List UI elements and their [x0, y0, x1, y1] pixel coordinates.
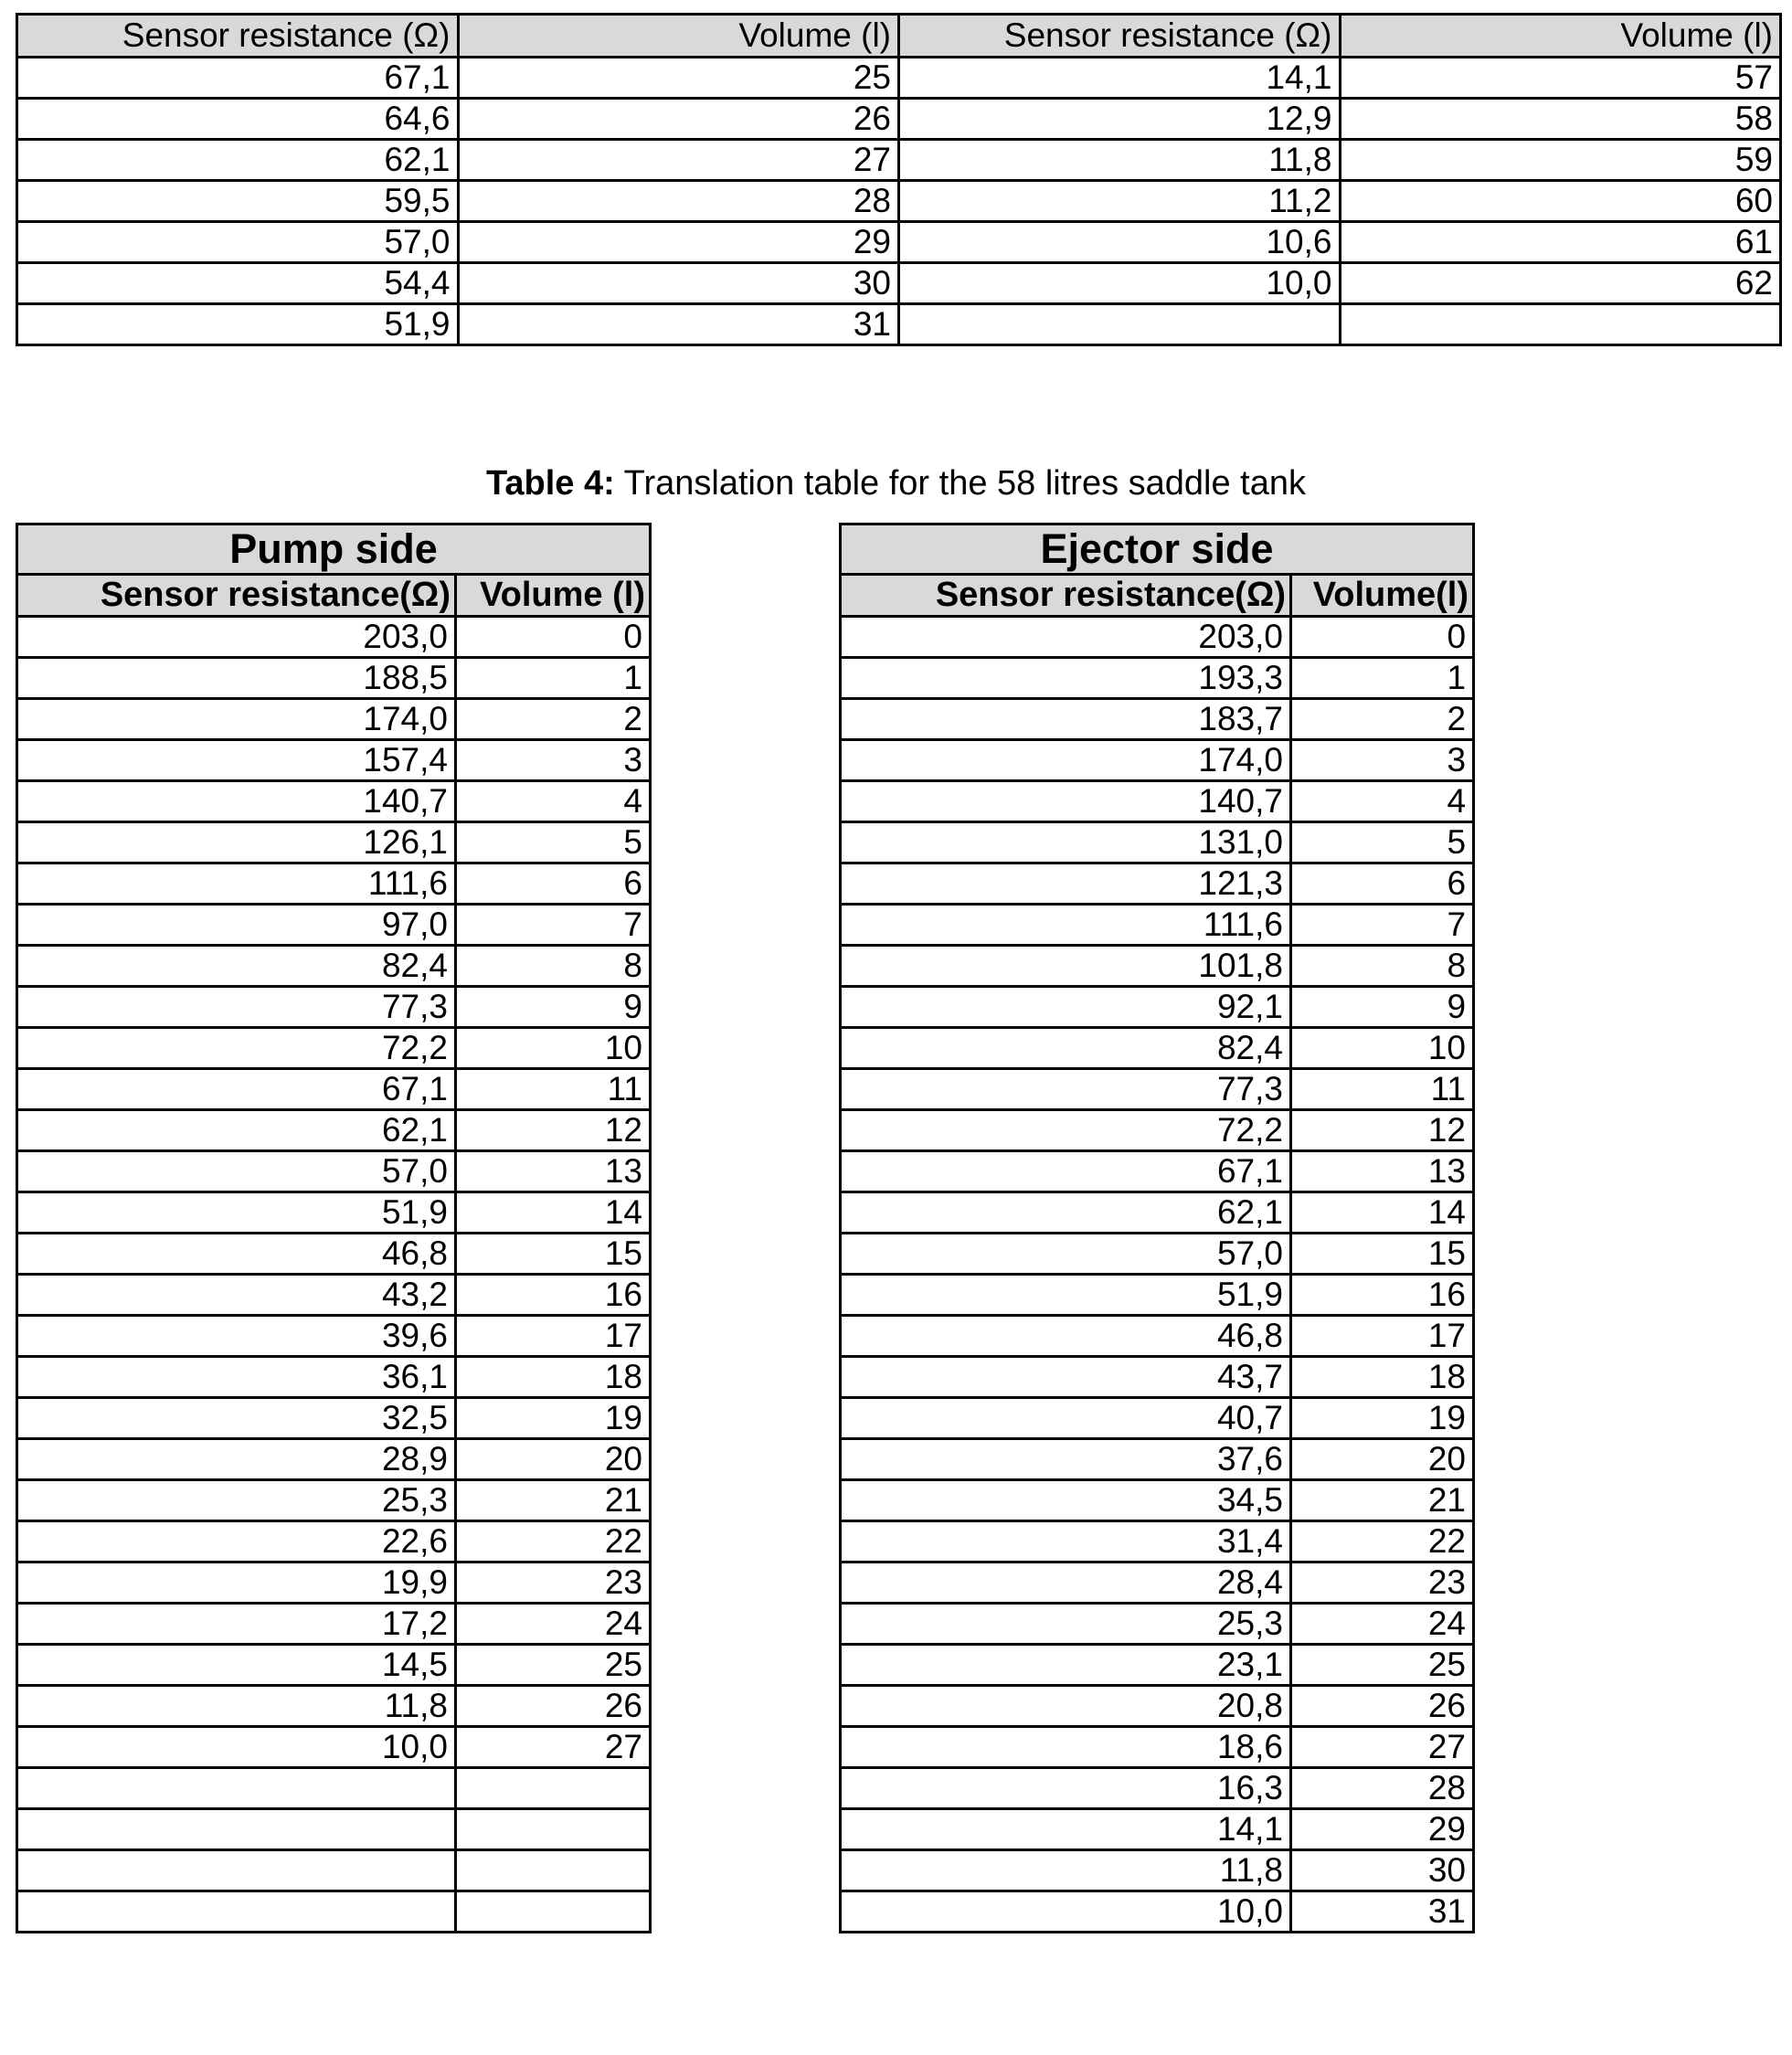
volume-cell: 59	[1340, 140, 1781, 181]
resistance-cell	[17, 1768, 456, 1809]
volume-cell: 30	[458, 263, 899, 304]
table-row	[17, 905, 651, 946]
table-row	[17, 699, 651, 740]
header-sensor-resistance: Sensor resistance (Ω)	[899, 15, 1341, 58]
table-row	[17, 58, 1781, 99]
volume-cell: 22	[1291, 1521, 1474, 1562]
resistance-cell: 111,6	[17, 863, 456, 905]
table-row	[841, 1727, 1474, 1768]
volume-cell: 25	[1291, 1645, 1474, 1686]
resistance-cell: 10,0	[841, 1891, 1291, 1933]
resistance-cell: 36,1	[17, 1357, 456, 1398]
header-volume: Volume(l)	[1291, 575, 1474, 617]
volume-cell: 24	[456, 1604, 651, 1645]
volume-cell: 7	[1291, 905, 1474, 946]
volume-cell: 21	[456, 1480, 651, 1521]
volume-cell: 14	[1291, 1192, 1474, 1234]
table-row	[17, 1562, 651, 1604]
volume-cell: 11	[456, 1069, 651, 1110]
table-row	[17, 1398, 651, 1439]
volume-cell: 31	[458, 304, 899, 345]
resistance-cell: 77,3	[17, 987, 456, 1028]
volume-cell: 21	[1291, 1480, 1474, 1521]
pump-side-title: Pump side	[17, 524, 651, 575]
table-row	[841, 905, 1474, 946]
resistance-cell: 51,9	[17, 1192, 456, 1234]
volume-cell: 17	[456, 1316, 651, 1357]
resistance-cell: 97,0	[17, 905, 456, 946]
volume-cell: 19	[1291, 1398, 1474, 1439]
volume-cell: 23	[1291, 1562, 1474, 1604]
volume-cell: 8	[1291, 946, 1474, 987]
resistance-cell: 40,7	[841, 1398, 1291, 1439]
header-volume: Volume (l)	[1340, 15, 1781, 58]
table-row	[841, 781, 1474, 822]
volume-cell: 28	[1291, 1768, 1474, 1809]
table-row	[17, 304, 1781, 345]
resistance-cell: 16,3	[841, 1768, 1291, 1809]
table-row	[17, 1604, 651, 1645]
resistance-cell	[17, 1891, 456, 1933]
volume-cell: 26	[458, 99, 899, 140]
resistance-cell: 203,0	[841, 617, 1291, 658]
volume-cell: 2	[456, 699, 651, 740]
table-body	[17, 617, 651, 1933]
resistance-cell: 28,9	[17, 1439, 456, 1480]
title-row	[17, 524, 651, 575]
table-row	[17, 946, 651, 987]
ejector-side-table	[839, 523, 1475, 1933]
resistance-cell: 140,7	[17, 781, 456, 822]
table-row	[17, 99, 1781, 140]
volume-cell: 17	[1291, 1316, 1474, 1357]
resistance-cell: 12,9	[899, 99, 1341, 140]
volume-cell: 5	[1291, 822, 1474, 863]
table-row	[841, 1028, 1474, 1069]
volume-cell	[456, 1768, 651, 1809]
table-row	[841, 1439, 1474, 1480]
volume-cell: 1	[456, 658, 651, 699]
header-volume: Volume (l)	[458, 15, 899, 58]
resistance-cell: 23,1	[841, 1645, 1291, 1686]
volume-cell: 5	[456, 822, 651, 863]
table-row	[841, 1480, 1474, 1521]
volume-cell: 20	[456, 1439, 651, 1480]
header-row	[841, 575, 1474, 617]
volume-cell: 58	[1340, 99, 1781, 140]
table-row	[841, 1768, 1474, 1809]
table-row	[17, 1727, 651, 1768]
volume-cell: 23	[456, 1562, 651, 1604]
table-row	[17, 181, 1781, 222]
table-row	[17, 1768, 651, 1809]
volume-cell: 27	[456, 1727, 651, 1768]
resistance-cell: 72,2	[841, 1110, 1291, 1151]
table-row	[841, 1069, 1474, 1110]
resistance-cell: 19,9	[17, 1562, 456, 1604]
resistance-cell: 37,6	[841, 1439, 1291, 1480]
volume-cell: 57	[1340, 58, 1781, 99]
table-row	[17, 863, 651, 905]
volume-cell: 15	[456, 1234, 651, 1275]
resistance-cell: 62,1	[17, 1110, 456, 1151]
table-row	[17, 1151, 651, 1192]
resistance-cell: 43,2	[17, 1275, 456, 1316]
volume-cell: 29	[1291, 1809, 1474, 1850]
resistance-cell: 82,4	[17, 946, 456, 987]
resistance-cell: 67,1	[17, 1069, 456, 1110]
resistance-cell: 131,0	[841, 822, 1291, 863]
resistance-cell: 10,0	[899, 263, 1341, 304]
header-sensor-resistance: Sensor resistance(Ω)	[17, 575, 456, 617]
volume-cell: 19	[456, 1398, 651, 1439]
volume-cell	[456, 1850, 651, 1891]
volume-cell: 60	[1340, 181, 1781, 222]
resistance-cell: 57,0	[841, 1234, 1291, 1275]
resistance-cell: 183,7	[841, 699, 1291, 740]
resistance-cell	[17, 1850, 456, 1891]
table-row	[17, 1069, 651, 1110]
resistance-cell: 57,0	[17, 222, 459, 263]
table-row	[17, 1439, 651, 1480]
volume-cell: 14	[456, 1192, 651, 1234]
table-row	[841, 1562, 1474, 1604]
resistance-cell: 67,1	[17, 58, 459, 99]
table-row	[841, 1234, 1474, 1275]
table-row	[17, 781, 651, 822]
table-row	[17, 1809, 651, 1850]
volume-cell: 10	[1291, 1028, 1474, 1069]
volume-cell: 9	[456, 987, 651, 1028]
volume-cell: 13	[456, 1151, 651, 1192]
resistance-cell: 22,6	[17, 1521, 456, 1562]
table-row	[17, 658, 651, 699]
caption-label: Table 4:	[486, 464, 615, 503]
resistance-cell: 20,8	[841, 1686, 1291, 1727]
resistance-cell: 57,0	[17, 1151, 456, 1192]
volume-cell: 29	[458, 222, 899, 263]
header-sensor-resistance: Sensor resistance(Ω)	[841, 575, 1291, 617]
volume-cell: 26	[1291, 1686, 1474, 1727]
table-row	[841, 1850, 1474, 1891]
resistance-cell: 140,7	[841, 781, 1291, 822]
table-body	[841, 617, 1474, 1933]
resistance-cell: 28,4	[841, 1562, 1291, 1604]
volume-cell: 6	[1291, 863, 1474, 905]
resistance-cell: 11,8	[899, 140, 1341, 181]
resistance-cell: 203,0	[17, 617, 456, 658]
volume-cell	[456, 1891, 651, 1933]
volume-cell: 1	[1291, 658, 1474, 699]
resistance-cell: 43,7	[841, 1357, 1291, 1398]
resistance-cell: 46,8	[841, 1316, 1291, 1357]
volume-cell: 24	[1291, 1604, 1474, 1645]
table-row	[841, 699, 1474, 740]
volume-cell: 26	[456, 1686, 651, 1727]
table-row	[17, 1110, 651, 1151]
resistance-cell: 10,0	[17, 1727, 456, 1768]
volume-cell: 20	[1291, 1439, 1474, 1480]
table-row	[17, 1480, 651, 1521]
resistance-cell: 67,1	[841, 1151, 1291, 1192]
resistance-cell: 62,1	[17, 140, 459, 181]
ejector-side-title: Ejector side	[841, 524, 1474, 575]
resistance-cell: 82,4	[841, 1028, 1291, 1069]
volume-cell: 28	[458, 181, 899, 222]
volume-cell: 3	[456, 740, 651, 781]
table-row	[841, 822, 1474, 863]
volume-cell: 16	[456, 1275, 651, 1316]
table-row	[841, 946, 1474, 987]
resistance-cell: 59,5	[17, 181, 459, 222]
table-row	[841, 987, 1474, 1028]
table-row	[841, 1891, 1474, 1933]
title-row	[841, 524, 1474, 575]
resistance-cell: 25,3	[841, 1604, 1291, 1645]
volume-cell: 9	[1291, 987, 1474, 1028]
volume-cell: 0	[1291, 617, 1474, 658]
volume-cell: 18	[456, 1357, 651, 1398]
volume-cell: 6	[456, 863, 651, 905]
table-row	[841, 1151, 1474, 1192]
table-row	[841, 1357, 1474, 1398]
resistance-cell: 32,5	[17, 1398, 456, 1439]
table-row	[17, 822, 651, 863]
table-row	[17, 263, 1781, 304]
table-row	[841, 658, 1474, 699]
volume-cell	[1340, 304, 1781, 345]
resistance-cell: 51,9	[841, 1275, 1291, 1316]
resistance-cell: 11,2	[899, 181, 1341, 222]
table-row	[841, 1275, 1474, 1316]
volume-cell: 0	[456, 617, 651, 658]
volume-cell: 25	[458, 58, 899, 99]
table-row	[17, 1850, 651, 1891]
resistance-cell: 62,1	[841, 1192, 1291, 1234]
resistance-cell: 10,6	[899, 222, 1341, 263]
resistance-cell: 174,0	[841, 740, 1291, 781]
table-row	[17, 140, 1781, 181]
volume-cell: 30	[1291, 1850, 1474, 1891]
volume-cell: 13	[1291, 1151, 1474, 1192]
caption-text: Translation table for the 58 litres saddle tank	[614, 464, 1306, 503]
table-row	[841, 1398, 1474, 1439]
volume-cell: 4	[1291, 781, 1474, 822]
table-row	[17, 987, 651, 1028]
resistance-cell: 101,8	[841, 946, 1291, 987]
resistance-cell: 64,6	[17, 99, 459, 140]
table-row	[841, 1521, 1474, 1562]
table-row	[841, 1686, 1474, 1727]
volume-cell: 11	[1291, 1069, 1474, 1110]
volume-cell: 61	[1340, 222, 1781, 263]
resistance-cell: 39,6	[17, 1316, 456, 1357]
table-row	[17, 222, 1781, 263]
volume-cell: 7	[456, 905, 651, 946]
resistance-cell: 31,4	[841, 1521, 1291, 1562]
resistance-cell: 77,3	[841, 1069, 1291, 1110]
table-row	[17, 1192, 651, 1234]
table-row	[841, 1604, 1474, 1645]
resistance-cell: 18,6	[841, 1727, 1291, 1768]
volume-cell: 8	[456, 946, 651, 987]
volume-cell: 27	[1291, 1727, 1474, 1768]
volume-cell: 15	[1291, 1234, 1474, 1275]
volume-cell: 12	[1291, 1110, 1474, 1151]
table-caption	[0, 461, 1792, 505]
resistance-cell: 188,5	[17, 658, 456, 699]
table-row	[841, 1316, 1474, 1357]
volume-cell: 4	[456, 781, 651, 822]
volume-cell: 62	[1340, 263, 1781, 304]
resistance-cell: 14,1	[841, 1809, 1291, 1850]
resistance-cell: 25,3	[17, 1480, 456, 1521]
resistance-cell: 92,1	[841, 987, 1291, 1028]
resistance-cell: 121,3	[841, 863, 1291, 905]
header-volume: Volume (l)	[456, 575, 651, 617]
table-row	[17, 1028, 651, 1069]
table-row	[17, 1686, 651, 1727]
volume-cell: 27	[458, 140, 899, 181]
table-row	[841, 1645, 1474, 1686]
resistance-cell: 51,9	[17, 304, 459, 345]
resistance-cell: 111,6	[841, 905, 1291, 946]
volume-cell	[456, 1809, 651, 1850]
resistance-cell: 11,8	[841, 1850, 1291, 1891]
resistance-cell: 193,3	[841, 658, 1291, 699]
resistance-cell: 72,2	[17, 1028, 456, 1069]
table-row	[841, 1192, 1474, 1234]
table-row	[17, 617, 651, 658]
resistance-cell: 46,8	[17, 1234, 456, 1275]
volume-cell: 12	[456, 1110, 651, 1151]
table-row	[17, 1275, 651, 1316]
table-row	[841, 740, 1474, 781]
resistance-cell: 14,1	[899, 58, 1341, 99]
volume-cell: 10	[456, 1028, 651, 1069]
table-body	[17, 58, 1781, 345]
volume-cell: 3	[1291, 740, 1474, 781]
header-sensor-resistance: Sensor resistance (Ω)	[17, 15, 459, 58]
resistance-cell	[899, 304, 1341, 345]
resistance-cell: 174,0	[17, 699, 456, 740]
volume-cell: 25	[456, 1645, 651, 1686]
resistance-cell: 34,5	[841, 1480, 1291, 1521]
table-row	[17, 1234, 651, 1275]
table-row	[17, 740, 651, 781]
resistance-cell	[17, 1809, 456, 1850]
resistance-cell: 11,8	[17, 1686, 456, 1727]
table-row	[17, 1521, 651, 1562]
table-row	[841, 1110, 1474, 1151]
volume-cell: 22	[456, 1521, 651, 1562]
table-row	[17, 1891, 651, 1933]
pump-side-table	[16, 523, 652, 1933]
volume-cell: 18	[1291, 1357, 1474, 1398]
table-row	[841, 1809, 1474, 1850]
resistance-cell: 157,4	[17, 740, 456, 781]
resistance-cell: 17,2	[17, 1604, 456, 1645]
header-row	[17, 575, 651, 617]
table-row	[841, 617, 1474, 658]
header-row	[17, 15, 1781, 58]
table-row	[841, 863, 1474, 905]
resistance-cell: 54,4	[17, 263, 459, 304]
table-row	[17, 1645, 651, 1686]
resistance-cell: 14,5	[17, 1645, 456, 1686]
table-row	[17, 1357, 651, 1398]
volume-cell: 2	[1291, 699, 1474, 740]
resistance-cell: 126,1	[17, 822, 456, 863]
volume-cell: 16	[1291, 1275, 1474, 1316]
volume-cell: 31	[1291, 1891, 1474, 1933]
continuation-table	[16, 13, 1782, 346]
table-row	[17, 1316, 651, 1357]
